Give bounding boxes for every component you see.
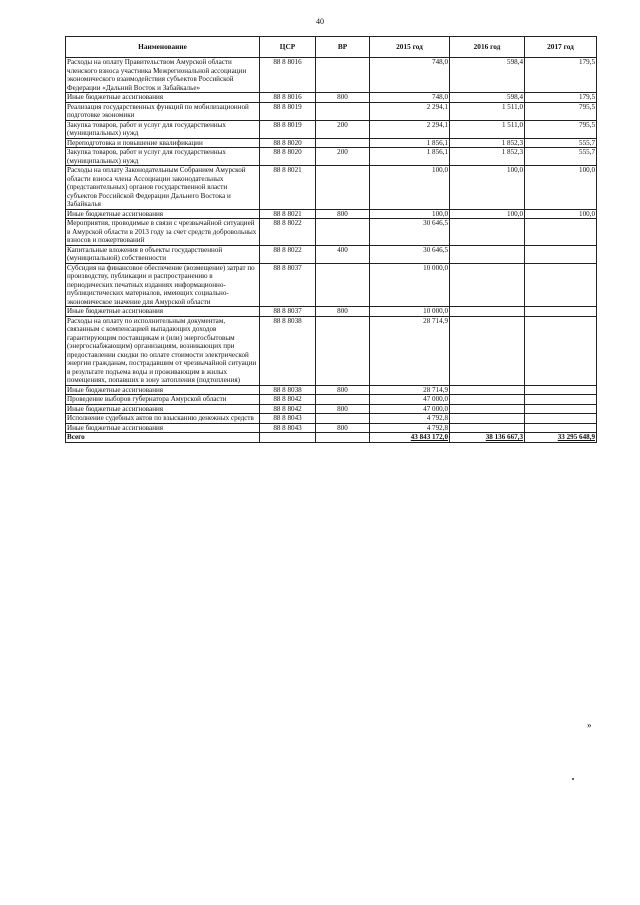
cell-csr: 88 8 8043: [260, 423, 316, 433]
cell-name: Расходы на оплату Законодательным Собранием Амурской области взноса члена Ассоциации законодательных (представительных) органов государственной власти субъектов Российской Федерации Дальнего Востока и Забайкалья: [66, 166, 260, 210]
cell-vr: 400: [316, 245, 370, 263]
cell-y2016: [450, 307, 525, 317]
cell-vr: [316, 58, 370, 93]
total-2017: [525, 433, 597, 443]
total-2017-value: 33 295 648,9: [557, 433, 595, 441]
cell-y2015: 10 000,0: [370, 307, 450, 317]
cell-y2016: 1 852,3: [450, 148, 525, 166]
cell-name: Мероприятия, проводимые в связи с чрезвычайной ситуацией в Амурской области в 2013 году за счет средств добровольных взносов и пожертвований: [66, 219, 260, 246]
cell-vr: 200: [316, 148, 370, 166]
cell-name: Капитальные вложения в объекты государственной (муниципальной) собственности: [66, 245, 260, 263]
cell-csr: 88 8 8043: [260, 414, 316, 424]
total-2016-value: 38 136 667,3: [485, 433, 523, 441]
cell-y2016: [450, 385, 525, 395]
cell-y2016: 1 511,0: [450, 120, 525, 138]
cell-y2015: 2 294,1: [370, 120, 450, 138]
cell-y2015: 100,0: [370, 166, 450, 210]
cell-y2015: 100,0: [370, 209, 450, 219]
cell-y2017: 100,0: [525, 209, 597, 219]
cell-name: Закупка товаров, работ и услуг для государственных (муниципальных) нужд: [66, 120, 260, 138]
cell-y2017: 555,7: [525, 138, 597, 148]
cell-name: Закупка товаров, работ и услуг для государственных (муниципальных) нужд: [66, 148, 260, 166]
cell-y2017: 795,5: [525, 102, 597, 120]
cell-csr: 88 8 8022: [260, 245, 316, 263]
table-body: [66, 58, 597, 433]
table-row: [66, 58, 597, 93]
cell-csr: 88 8 8019: [260, 120, 316, 138]
cell-vr: 800: [316, 385, 370, 395]
cell-y2015: 1 856,1: [370, 148, 450, 166]
cell-y2017: [525, 263, 597, 307]
total-vr: [316, 433, 370, 443]
header-2015: 2015 год: [370, 37, 450, 58]
cell-csr: 88 8 8038: [260, 385, 316, 395]
header-row: [66, 37, 597, 58]
header-2016: 2016 год: [450, 37, 525, 58]
cell-y2016: 100,0: [450, 166, 525, 210]
scan-speck: [572, 778, 574, 780]
cell-y2016: [450, 423, 525, 433]
cell-y2015: 30 646,5: [370, 245, 450, 263]
cell-name: Исполнение судебных актов по взысканию денежных средств: [66, 414, 260, 424]
cell-name: Иные бюджетные ассигнования: [66, 404, 260, 414]
cell-name: Иные бюджетные ассигнования: [66, 209, 260, 219]
cell-y2016: 100,0: [450, 209, 525, 219]
cell-vr: 800: [316, 93, 370, 103]
cell-vr: [316, 316, 370, 385]
cell-y2015: 4 792,8: [370, 414, 450, 424]
budget-table: [65, 36, 597, 443]
cell-y2017: [525, 385, 597, 395]
cell-y2017: 179,5: [525, 93, 597, 103]
cell-vr: [316, 138, 370, 148]
table-row: [66, 219, 597, 246]
cell-y2016: 598,4: [450, 58, 525, 93]
cell-name: Расходы на оплату по исполнительным документам, связанным с компенсацией выпадающих доходов гарантирующим поставщикам и (или) энергосбытовым (энергоснабжающим) организациям, возникающих при предоставлении скидки по оплате стоимости электрической энергии гражданам, пострадавшим от чрезвычайной ситуации в результате подъема воды и проживающим в жилых помещениях, попавших в зону затопления (подтопления): [66, 316, 260, 385]
cell-vr: [316, 102, 370, 120]
cell-csr: 88 8 8016: [260, 93, 316, 103]
cell-name: Иные бюджетные ассигнования: [66, 93, 260, 103]
cell-y2016: 1 511,0: [450, 102, 525, 120]
cell-csr: 88 8 8020: [260, 148, 316, 166]
cell-y2017: [525, 316, 597, 385]
cell-y2017: 100,0: [525, 166, 597, 210]
cell-csr: 88 8 8037: [260, 263, 316, 307]
cell-y2017: [525, 414, 597, 424]
table-row: [66, 120, 597, 138]
cell-y2015: 1 856,1: [370, 138, 450, 148]
cell-y2017: [525, 307, 597, 317]
cell-csr: 88 8 8042: [260, 404, 316, 414]
total-csr: [260, 433, 316, 443]
header-2017: 2017 год: [525, 37, 597, 58]
table-row: [66, 148, 597, 166]
cell-vr: [316, 166, 370, 210]
header-name: Наименование: [66, 37, 260, 58]
header-csr: ЦСР: [260, 37, 316, 58]
cell-csr: 88 8 8042: [260, 395, 316, 405]
cell-y2015: 28 714,9: [370, 316, 450, 385]
cell-y2017: 555,7: [525, 148, 597, 166]
table-row: [66, 404, 597, 414]
table-row: [66, 209, 597, 219]
total-label: Всего: [66, 433, 260, 443]
cell-y2017: [525, 245, 597, 263]
cell-csr: 88 8 8016: [260, 58, 316, 93]
cell-vr: [316, 219, 370, 246]
cell-y2017: 179,5: [525, 58, 597, 93]
cell-y2015: 4 792,8: [370, 423, 450, 433]
cell-y2017: [525, 423, 597, 433]
header-vr: ВР: [316, 37, 370, 58]
cell-y2016: [450, 263, 525, 307]
table-row: [66, 166, 597, 210]
cell-csr: 88 8 8020: [260, 138, 316, 148]
cell-y2015: 47 000,0: [370, 395, 450, 405]
table-row: [66, 245, 597, 263]
cell-y2015: 47 000,0: [370, 404, 450, 414]
cell-name: Субсидия на финансовое обеспечение (возмещение) затрат по производству, публикации и распространению в периодических печатных изданиях информационно-публицистических материалов, имеющих социально-экономическое значение для Амурской области: [66, 263, 260, 307]
cell-name: Реализация государственных функций по мобилизационной подготовке экономики: [66, 102, 260, 120]
cell-y2016: [450, 316, 525, 385]
table-row: [66, 263, 597, 307]
cell-csr: 88 8 8037: [260, 307, 316, 317]
table-row: [66, 423, 597, 433]
cell-y2015: 748,0: [370, 93, 450, 103]
cell-vr: 200: [316, 120, 370, 138]
page-number: 40: [316, 17, 324, 26]
table-row: [66, 385, 597, 395]
cell-y2015: 2 294,1: [370, 102, 450, 120]
total-2015-value: 43 843 172,0: [410, 433, 448, 441]
table-row: [66, 316, 597, 385]
table-row: [66, 102, 597, 120]
table-row: [66, 93, 597, 103]
cell-y2015: 748,0: [370, 58, 450, 93]
cell-vr: 800: [316, 307, 370, 317]
cell-name: Иные бюджетные ассигнования: [66, 423, 260, 433]
cell-y2015: 10 000,0: [370, 263, 450, 307]
table-footer: [66, 433, 597, 443]
total-2015: [370, 433, 450, 443]
cell-name: Иные бюджетные ассигнования: [66, 385, 260, 395]
closing-quote: »: [587, 720, 592, 730]
cell-y2017: 795,5: [525, 120, 597, 138]
cell-vr: 800: [316, 404, 370, 414]
cell-vr: 800: [316, 423, 370, 433]
cell-y2017: [525, 395, 597, 405]
cell-y2017: [525, 219, 597, 246]
cell-y2016: 1 852,3: [450, 138, 525, 148]
total-row: [66, 433, 597, 443]
cell-name: Расходы на оплату Правительством Амурской области членского взноса участника Межрегиональной ассоциации экономического взаимодействия субъектов Российской Федерации «Дальний Восток и Забайкалье»: [66, 58, 260, 93]
table-row: [66, 307, 597, 317]
cell-csr: 88 8 8022: [260, 219, 316, 246]
cell-y2016: [450, 245, 525, 263]
cell-y2017: [525, 404, 597, 414]
cell-y2016: 598,4: [450, 93, 525, 103]
table-row: [66, 138, 597, 148]
cell-vr: 800: [316, 209, 370, 219]
cell-csr: 88 8 8019: [260, 102, 316, 120]
table-row: [66, 395, 597, 405]
cell-name: Иные бюджетные ассигнования: [66, 307, 260, 317]
cell-name: Проведение выборов губернатора Амурской области: [66, 395, 260, 405]
cell-y2016: [450, 414, 525, 424]
cell-y2016: [450, 404, 525, 414]
table-row: [66, 414, 597, 424]
cell-y2016: [450, 219, 525, 246]
cell-y2015: 28 714,9: [370, 385, 450, 395]
table-header: [66, 37, 597, 58]
cell-csr: 88 8 8021: [260, 166, 316, 210]
cell-vr: [316, 263, 370, 307]
total-2016: [450, 433, 525, 443]
cell-y2015: 30 646,5: [370, 219, 450, 246]
cell-vr: [316, 414, 370, 424]
cell-vr: [316, 395, 370, 405]
cell-csr: 88 8 8038: [260, 316, 316, 385]
cell-y2016: [450, 395, 525, 405]
cell-name: Переподготовка и повышение квалификации: [66, 138, 260, 148]
cell-csr: 88 8 8021: [260, 209, 316, 219]
